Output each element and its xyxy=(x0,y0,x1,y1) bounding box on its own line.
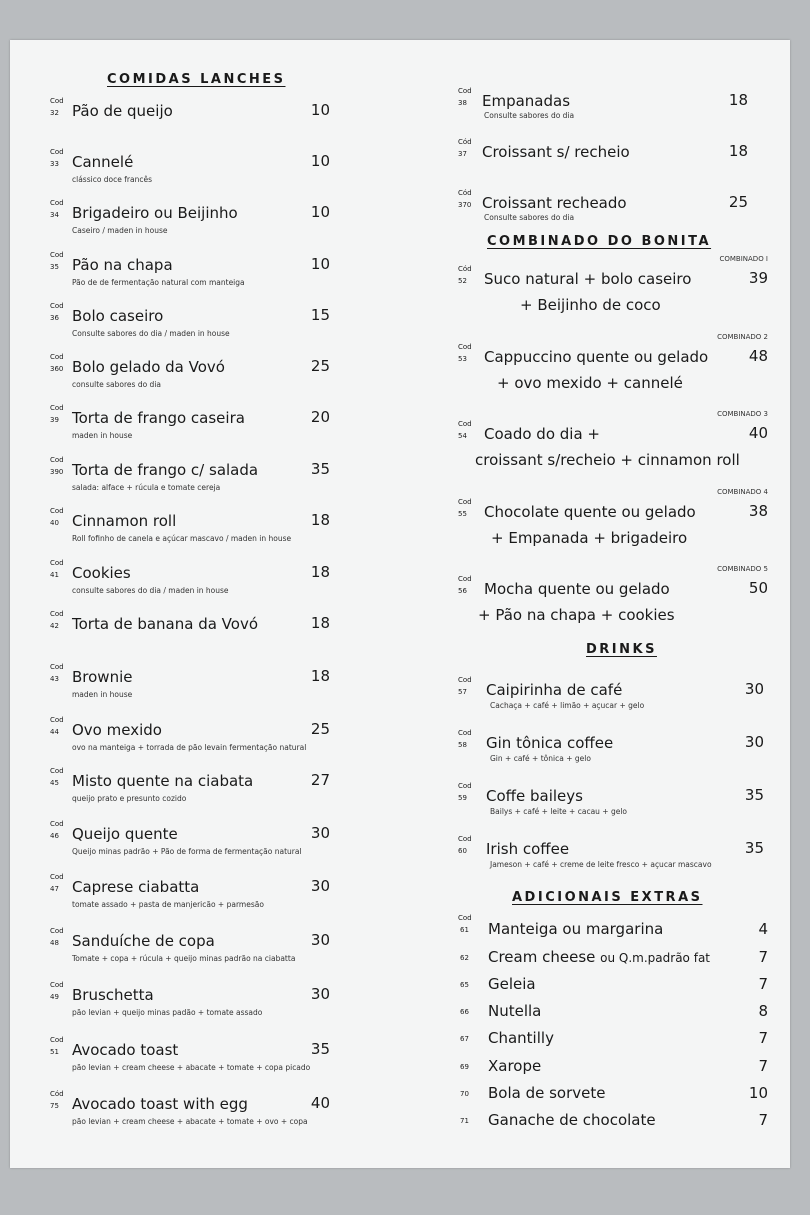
combo-tag: COMBINADO 2 xyxy=(717,333,768,341)
cod-label: Cod xyxy=(50,716,64,724)
combo-line-1: Cappuccino quente ou gelado xyxy=(484,348,709,366)
item-name: Avocado toast with egg xyxy=(72,1095,248,1113)
item-price: 30 xyxy=(310,985,330,1003)
item-name xyxy=(488,1057,541,1075)
item-name xyxy=(488,975,536,993)
cod-label: Cod xyxy=(50,981,64,989)
cod-number: 51 xyxy=(50,1048,59,1056)
item-description: queijo prato e presunto cozido xyxy=(72,794,187,803)
item-description: maden in house xyxy=(72,690,133,699)
combo-line-2: + Pão na chapa + cookies xyxy=(478,606,675,624)
item-price: 30 xyxy=(310,931,330,949)
cod-number: 48 xyxy=(50,939,59,947)
item-name: Pão de queijo xyxy=(72,102,173,120)
item-price: 40 xyxy=(748,424,768,442)
cod-number: 56 xyxy=(458,587,467,595)
extra-item xyxy=(458,975,768,997)
item-price: 18 xyxy=(310,614,330,632)
item-price: 10 xyxy=(310,203,330,221)
extra-item xyxy=(458,1057,768,1079)
item-name: Misto quente na ciabata xyxy=(72,772,254,790)
item-name: Torta de banana da Vovó xyxy=(72,615,259,633)
item-description: Jameson + café + creme de leite fresco + açucar mascavo xyxy=(490,860,712,869)
cod-label: Cod xyxy=(458,498,472,506)
combo-line-2: croissant s/recheio + cinnamon roll xyxy=(475,451,740,469)
cod-label: Cod xyxy=(50,404,64,412)
cod-label: Cód xyxy=(458,138,472,146)
item-price: 25 xyxy=(310,720,330,738)
item-price: 7 xyxy=(758,975,768,993)
item-price: 48 xyxy=(748,347,768,365)
cod-number: 39 xyxy=(50,416,59,424)
item-name: Croissant s/ recheio xyxy=(482,143,630,161)
item-price: 10 xyxy=(310,255,330,273)
cod-label: Cod xyxy=(458,782,472,790)
extra-item xyxy=(458,948,768,970)
item-name: Gin tônica coffee xyxy=(486,734,614,752)
combo-line-2: + Empanada + brigadeiro xyxy=(491,529,688,547)
item-description: consulte sabores do dia xyxy=(72,380,162,389)
cod-number: 66 xyxy=(460,1008,469,1016)
cod-label: Cód xyxy=(50,1090,64,1098)
cod-label: Cod xyxy=(50,873,64,881)
item-price: 50 xyxy=(748,579,768,597)
item-price: 15 xyxy=(310,306,330,324)
item-description: Consulte sabores do dia / maden in house xyxy=(72,329,230,338)
cod-number: 52 xyxy=(458,277,467,285)
combo-line-1: Chocolate quente ou gelado xyxy=(484,503,696,521)
combo-line-2: + Beijinho de coco xyxy=(520,296,661,314)
cod-label: Cod xyxy=(458,914,472,922)
cod-number: 59 xyxy=(458,794,467,802)
cod-label: Cod xyxy=(50,1036,64,1044)
item-name: Avocado toast xyxy=(72,1041,179,1059)
cod-number: 360 xyxy=(50,365,64,373)
cod-label: Cód xyxy=(458,265,472,273)
item-description: Consulte sabores do dia xyxy=(484,111,575,120)
item-description: consulte sabores do dia / maden in house xyxy=(72,586,229,595)
item-description: Gin + café + tônica + gelo xyxy=(490,754,591,763)
item-price: 27 xyxy=(310,771,330,789)
cod-number: 47 xyxy=(50,885,59,893)
cod-label: Cod xyxy=(50,302,64,310)
combo-tag: COMBINADO I xyxy=(719,255,768,263)
cod-number: 37 xyxy=(458,150,467,158)
cod-number: 41 xyxy=(50,571,59,579)
combo-line-2: + ovo mexido + cannelé xyxy=(497,374,683,392)
item-name: Brigadeiro ou Beijinho xyxy=(72,204,238,222)
cod-number: 65 xyxy=(460,981,469,989)
item-price: 35 xyxy=(310,460,330,478)
item-description: maden in house xyxy=(72,431,133,440)
item-name: Brownie xyxy=(72,668,133,686)
cod-number: 390 xyxy=(50,468,64,476)
item-name: Torta de frango caseira xyxy=(72,409,245,427)
item-name-text: Nutella xyxy=(488,1002,542,1020)
item-name-text: Chantilly xyxy=(488,1029,554,1047)
item-price: 35 xyxy=(744,839,764,857)
item-price: 7 xyxy=(758,1029,768,1047)
item-price: 7 xyxy=(758,1111,768,1129)
cod-label: Cod xyxy=(458,420,472,428)
item-name: Cookies xyxy=(72,564,131,582)
cod-number: 38 xyxy=(458,99,467,107)
combo-tag: COMBINADO 4 xyxy=(717,488,768,496)
cod-label: Cod xyxy=(50,559,64,567)
combo-line-1: Mocha quente ou gelado xyxy=(484,580,670,598)
cod-label: Cod xyxy=(458,343,472,351)
section-title-comidas: COMIDAS LANCHES xyxy=(107,72,286,87)
item-price: 18 xyxy=(728,91,748,109)
combo-tag: COMBINADO 3 xyxy=(717,410,768,418)
item-price: 10 xyxy=(310,101,330,119)
item-name: Caprese ciabatta xyxy=(72,878,200,896)
extra-item xyxy=(458,1029,768,1051)
section-title-adicionais: ADICIONAIS EXTRAS xyxy=(512,890,703,905)
item-price: 18 xyxy=(310,511,330,529)
item-description: ovo na manteiga + torrada de pão levain fermentação natural xyxy=(72,743,307,752)
item-price: 40 xyxy=(310,1094,330,1112)
cod-number: 370 xyxy=(458,201,472,209)
cod-number: 58 xyxy=(458,741,467,749)
item-name: Croissant recheado xyxy=(482,194,627,212)
cod-label: Cod xyxy=(50,663,64,671)
combo-tag: COMBINADO 5 xyxy=(717,565,768,573)
cod-label: Cod xyxy=(50,507,64,515)
cod-label: Cod xyxy=(50,820,64,828)
item-name: Bolo gelado da Vovó xyxy=(72,358,225,376)
item-name: Ovo mexido xyxy=(72,721,162,739)
item-name-text: Manteiga ou margarina xyxy=(488,920,664,938)
item-price: 35 xyxy=(310,1040,330,1058)
cod-number: 49 xyxy=(50,993,59,1001)
combo-line-1: Suco natural + bolo caseiro xyxy=(484,270,692,288)
cod-number: 57 xyxy=(458,688,467,696)
cod-label: Cod xyxy=(50,199,64,207)
cod-number: 40 xyxy=(50,519,59,527)
item-description: Cachaça + café + limão + açucar + gelo xyxy=(490,701,645,710)
item-description: Roll fofinho de canela e açúcar mascavo / maden in house xyxy=(72,534,292,543)
item-name: Queijo quente xyxy=(72,825,178,843)
item-name xyxy=(488,948,710,967)
section-title-combinado: COMBINADO DO BONITA xyxy=(487,234,712,249)
item-description: Caseiro / maden in house xyxy=(72,226,168,235)
item-name: Cinnamon roll xyxy=(72,512,177,530)
item-description: Tomate + copa + rúcula + queijo minas padrão na ciabatta xyxy=(72,954,296,963)
cod-number: 55 xyxy=(458,510,467,518)
cod-number: 71 xyxy=(460,1117,469,1125)
item-name xyxy=(488,1084,606,1102)
item-name xyxy=(488,920,663,938)
item-price: 39 xyxy=(748,269,768,287)
item-description: pão levian + cream cheese + abacate + tomate + ovo + copa xyxy=(72,1117,308,1126)
cod-number: 32 xyxy=(50,109,59,117)
cod-label: Cód xyxy=(458,189,472,197)
cod-number: 44 xyxy=(50,728,59,736)
cod-number: 33 xyxy=(50,160,59,168)
item-price: 10 xyxy=(310,152,330,170)
item-price: 25 xyxy=(728,193,748,211)
item-price: 4 xyxy=(758,920,768,938)
item-name: Sanduíche de copa xyxy=(72,932,215,950)
cod-number: 75 xyxy=(50,1102,59,1110)
item-description: Queijo minas padrão + Pão de forma de fermentação natural xyxy=(72,847,302,856)
extra-item xyxy=(458,1002,768,1024)
item-name-text: Geleia xyxy=(488,975,536,993)
item-description: salada: alface + rúcula e tomate cereja xyxy=(72,483,221,492)
item-name-text: Ganache de chocolate xyxy=(488,1111,656,1129)
cod-label: Cod xyxy=(458,87,472,95)
item-price: 30 xyxy=(310,877,330,895)
menu-sheet xyxy=(10,40,790,1168)
extra-item xyxy=(458,914,768,942)
item-description: Pão de de fermentação natural com manteiga xyxy=(72,278,245,287)
item-price: 18 xyxy=(728,142,748,160)
item-price: 38 xyxy=(748,502,768,520)
item-price: 18 xyxy=(310,667,330,685)
item-description: pão levian + queijo minas padão + tomate assado xyxy=(72,1008,263,1017)
cod-label: Cod xyxy=(50,767,64,775)
combo-line-1: Coado do dia + xyxy=(484,425,600,443)
cod-label: Cod xyxy=(458,835,472,843)
item-price: 7 xyxy=(758,948,768,966)
item-name-suffix: ou Q.m.padrão fat xyxy=(600,951,710,965)
item-price: 30 xyxy=(744,680,764,698)
item-price: 18 xyxy=(310,563,330,581)
item-name xyxy=(488,1029,554,1047)
cod-number: 62 xyxy=(460,954,469,962)
cod-label: Cod xyxy=(458,676,472,684)
item-name-text: Cream cheese xyxy=(488,948,596,966)
item-name: Irish coffee xyxy=(486,840,570,858)
item-name: Caipirinha de café xyxy=(486,681,623,699)
cod-number: 61 xyxy=(460,926,469,934)
item-name: Bolo caseiro xyxy=(72,307,164,325)
cod-label: Cod xyxy=(50,927,64,935)
item-name-text: Bola de sorvete xyxy=(488,1084,606,1102)
cod-number: 43 xyxy=(50,675,59,683)
cod-label: Cod xyxy=(50,97,64,105)
cod-label: Cod xyxy=(50,353,64,361)
cod-number: 36 xyxy=(50,314,59,322)
item-name: Pão na chapa xyxy=(72,256,173,274)
item-name xyxy=(488,1111,656,1129)
item-price: 30 xyxy=(744,733,764,751)
cod-number: 53 xyxy=(458,355,467,363)
item-price: 20 xyxy=(310,408,330,426)
item-description: Bailys + café + leite + cacau + gelo xyxy=(490,807,628,816)
item-price: 7 xyxy=(758,1057,768,1075)
cod-number: 67 xyxy=(460,1035,469,1043)
item-price: 10 xyxy=(748,1084,768,1102)
cod-label: Cod xyxy=(50,251,64,259)
section-title-drinks: DRINKS xyxy=(586,642,657,657)
item-name: Bruschetta xyxy=(72,986,154,1004)
item-name: Coffe baileys xyxy=(486,787,583,805)
item-description: Consulte sabores do dia xyxy=(484,213,575,222)
item-name: Empanadas xyxy=(482,92,571,110)
cod-number: 46 xyxy=(50,832,59,840)
cod-number: 54 xyxy=(458,432,467,440)
item-description: clássico doce francês xyxy=(72,175,152,184)
item-name-text: Xarope xyxy=(488,1057,542,1075)
item-name: Torta de frango c/ salada xyxy=(72,461,259,479)
item-description: pão levian + cream cheese + abacate + tomate + copa picado xyxy=(72,1063,311,1072)
cod-number: 34 xyxy=(50,211,59,219)
cod-number: 42 xyxy=(50,622,59,630)
cod-label: Cod xyxy=(50,148,64,156)
extra-item xyxy=(458,1111,768,1133)
cod-number: 70 xyxy=(460,1090,469,1098)
item-description: tomate assado + pasta de manjericão + parmesão xyxy=(72,900,264,909)
cod-label: Cod xyxy=(458,729,472,737)
item-price: 8 xyxy=(758,1002,768,1020)
item-name: Cannelé xyxy=(72,153,134,171)
extra-item xyxy=(458,1084,768,1106)
item-price: 35 xyxy=(744,786,764,804)
cod-label: Cod xyxy=(458,575,472,583)
item-name xyxy=(488,1002,541,1020)
cod-number: 35 xyxy=(50,263,59,271)
cod-number: 69 xyxy=(460,1063,469,1071)
cod-label: Cod xyxy=(50,456,64,464)
cod-number: 60 xyxy=(458,847,467,855)
cod-label: Cod xyxy=(50,610,64,618)
item-price: 25 xyxy=(310,357,330,375)
item-price: 30 xyxy=(310,824,330,842)
cod-number: 45 xyxy=(50,779,59,787)
